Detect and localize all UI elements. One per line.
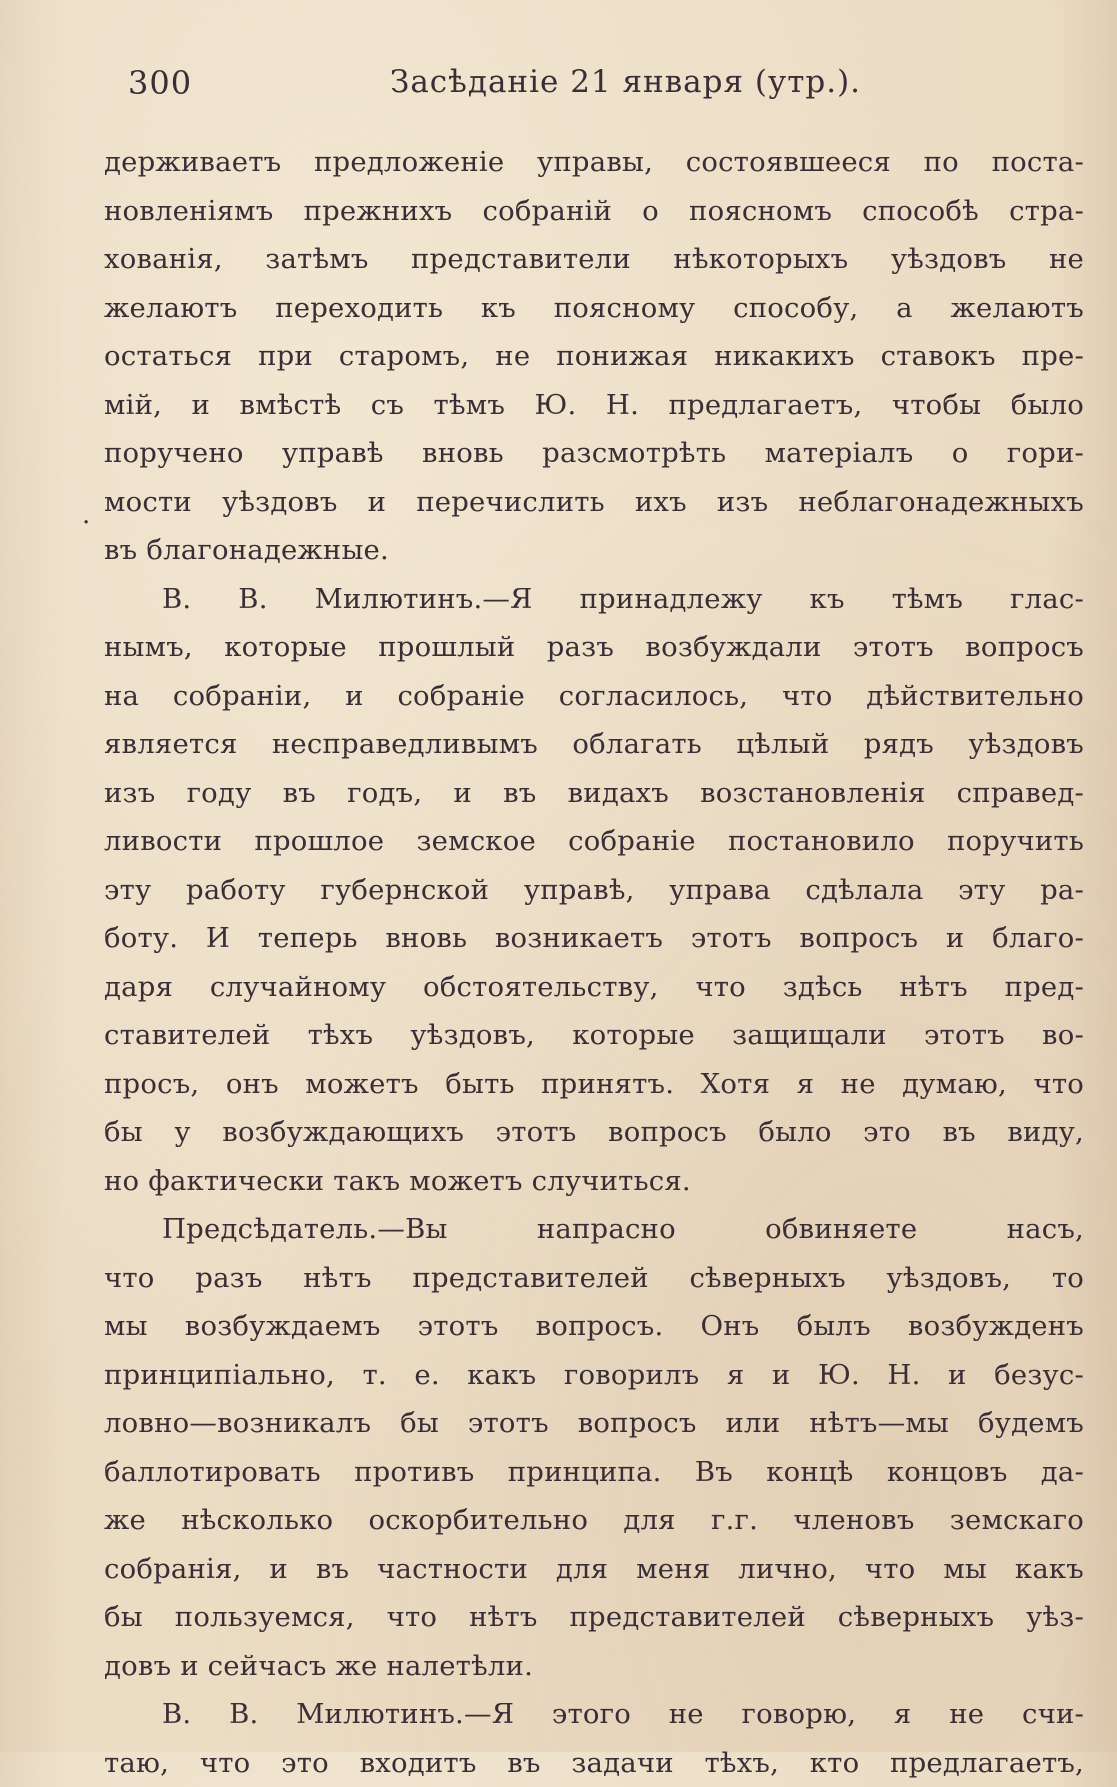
text-line: же нѣсколько оскорбительно для г.г. членовъ земскаго	[104, 1496, 1084, 1545]
text-line: мости уѣздовъ и перечислить ихъ изъ неблагонадежныхъ	[104, 478, 1084, 527]
text-line: бы пользуемся, что нѣтъ представителей сѣверныхъ уѣз-	[104, 1593, 1084, 1642]
text-line: что разъ нѣтъ представителей сѣверныхъ уѣздовъ, то	[104, 1254, 1084, 1303]
text-line: ставителей тѣхъ уѣздовъ, которые защищали этотъ во-	[104, 1011, 1084, 1060]
text-line: мій, и вмѣстѣ съ тѣмъ Ю. Н. предлагаетъ, чтобы было	[104, 381, 1084, 430]
text-line: боту. И теперь вновь возникаетъ этотъ вопросъ и благо-	[104, 914, 1084, 963]
text-line: мы возбуждаемъ этотъ вопросъ. Онъ былъ возбужденъ	[104, 1302, 1084, 1351]
text-line: просъ, онъ можетъ быть принятъ. Хотя я не думаю, что	[104, 1060, 1084, 1109]
text-line: баллотировать противъ принципа. Въ концѣ концовъ да-	[104, 1448, 1084, 1497]
text-line: нымъ, которые прошлый разъ возбуждали этотъ вопросъ	[104, 623, 1084, 672]
text-line: эту работу губернской управѣ, управа сдѣлала эту ра-	[104, 866, 1084, 915]
text-line: поручено управѣ вновь разсмотрѣть матеріалъ о гори-	[104, 429, 1084, 478]
text-line: новленіямъ прежнихъ собраній о поясномъ способѣ стра-	[104, 187, 1084, 236]
text-line: принципіально, т. е. какъ говорилъ я и Ю. Н. и безус-	[104, 1351, 1084, 1400]
text-line: но фактически такъ можетъ случиться.	[104, 1157, 1084, 1206]
text-line: даря случайному обстоятельству, что здѣсь нѣтъ пред-	[104, 963, 1084, 1012]
text-line: бы у возбуждающихъ этотъ вопросъ было это въ виду,	[104, 1108, 1084, 1157]
text-line: остаться при старомъ, не понижая никакихъ ставокъ пре-	[104, 332, 1084, 381]
text-line: хованія, затѣмъ представители нѣкоторыхъ уѣздовъ не	[104, 235, 1084, 284]
text-line: довъ и сейчасъ же налетѣли.	[104, 1642, 1084, 1691]
text-line: держиваетъ предложеніе управы, состоявшееся по поста-	[104, 138, 1084, 187]
text-line: изъ году въ годъ, и въ видахъ возстановленія справед-	[104, 769, 1084, 818]
running-head: Засѣданіе 21 января (утр.).	[390, 64, 861, 100]
text-line: таю, что это входитъ въ задачи тѣхъ, кто предлагаетъ,	[104, 1739, 1084, 1787]
text-line: Предсѣдатель.—Вы напрасно обвиняете насъ,	[104, 1205, 1084, 1254]
text-line: В. В. Милютинъ.—Я этого не говорю, я не счи-	[104, 1690, 1084, 1739]
text-line: ловно—возникалъ бы этотъ вопросъ или нѣтъ—мы будемъ	[104, 1399, 1084, 1448]
body-text	[104, 138, 1084, 1787]
page-header	[128, 60, 1008, 110]
text-line: въ благонадежные.	[104, 526, 1084, 575]
text-line: желаютъ переходить къ поясному способу, а желаютъ	[104, 284, 1084, 333]
text-line: ливости прошлое земское собраніе постановило поручить	[104, 817, 1084, 866]
margin-mark: .	[82, 500, 90, 530]
text-line: является несправедливымъ облагать цѣлый рядъ уѣздовъ	[104, 720, 1084, 769]
page-number: 300	[128, 64, 192, 102]
text-line: В. В. Милютинъ.—Я принадлежу къ тѣмъ глас-	[104, 575, 1084, 624]
text-line: собранія, и въ частности для меня лично, что мы какъ	[104, 1545, 1084, 1594]
text-line: на собраніи, и собраніе согласилось, что дѣйствительно	[104, 672, 1084, 721]
